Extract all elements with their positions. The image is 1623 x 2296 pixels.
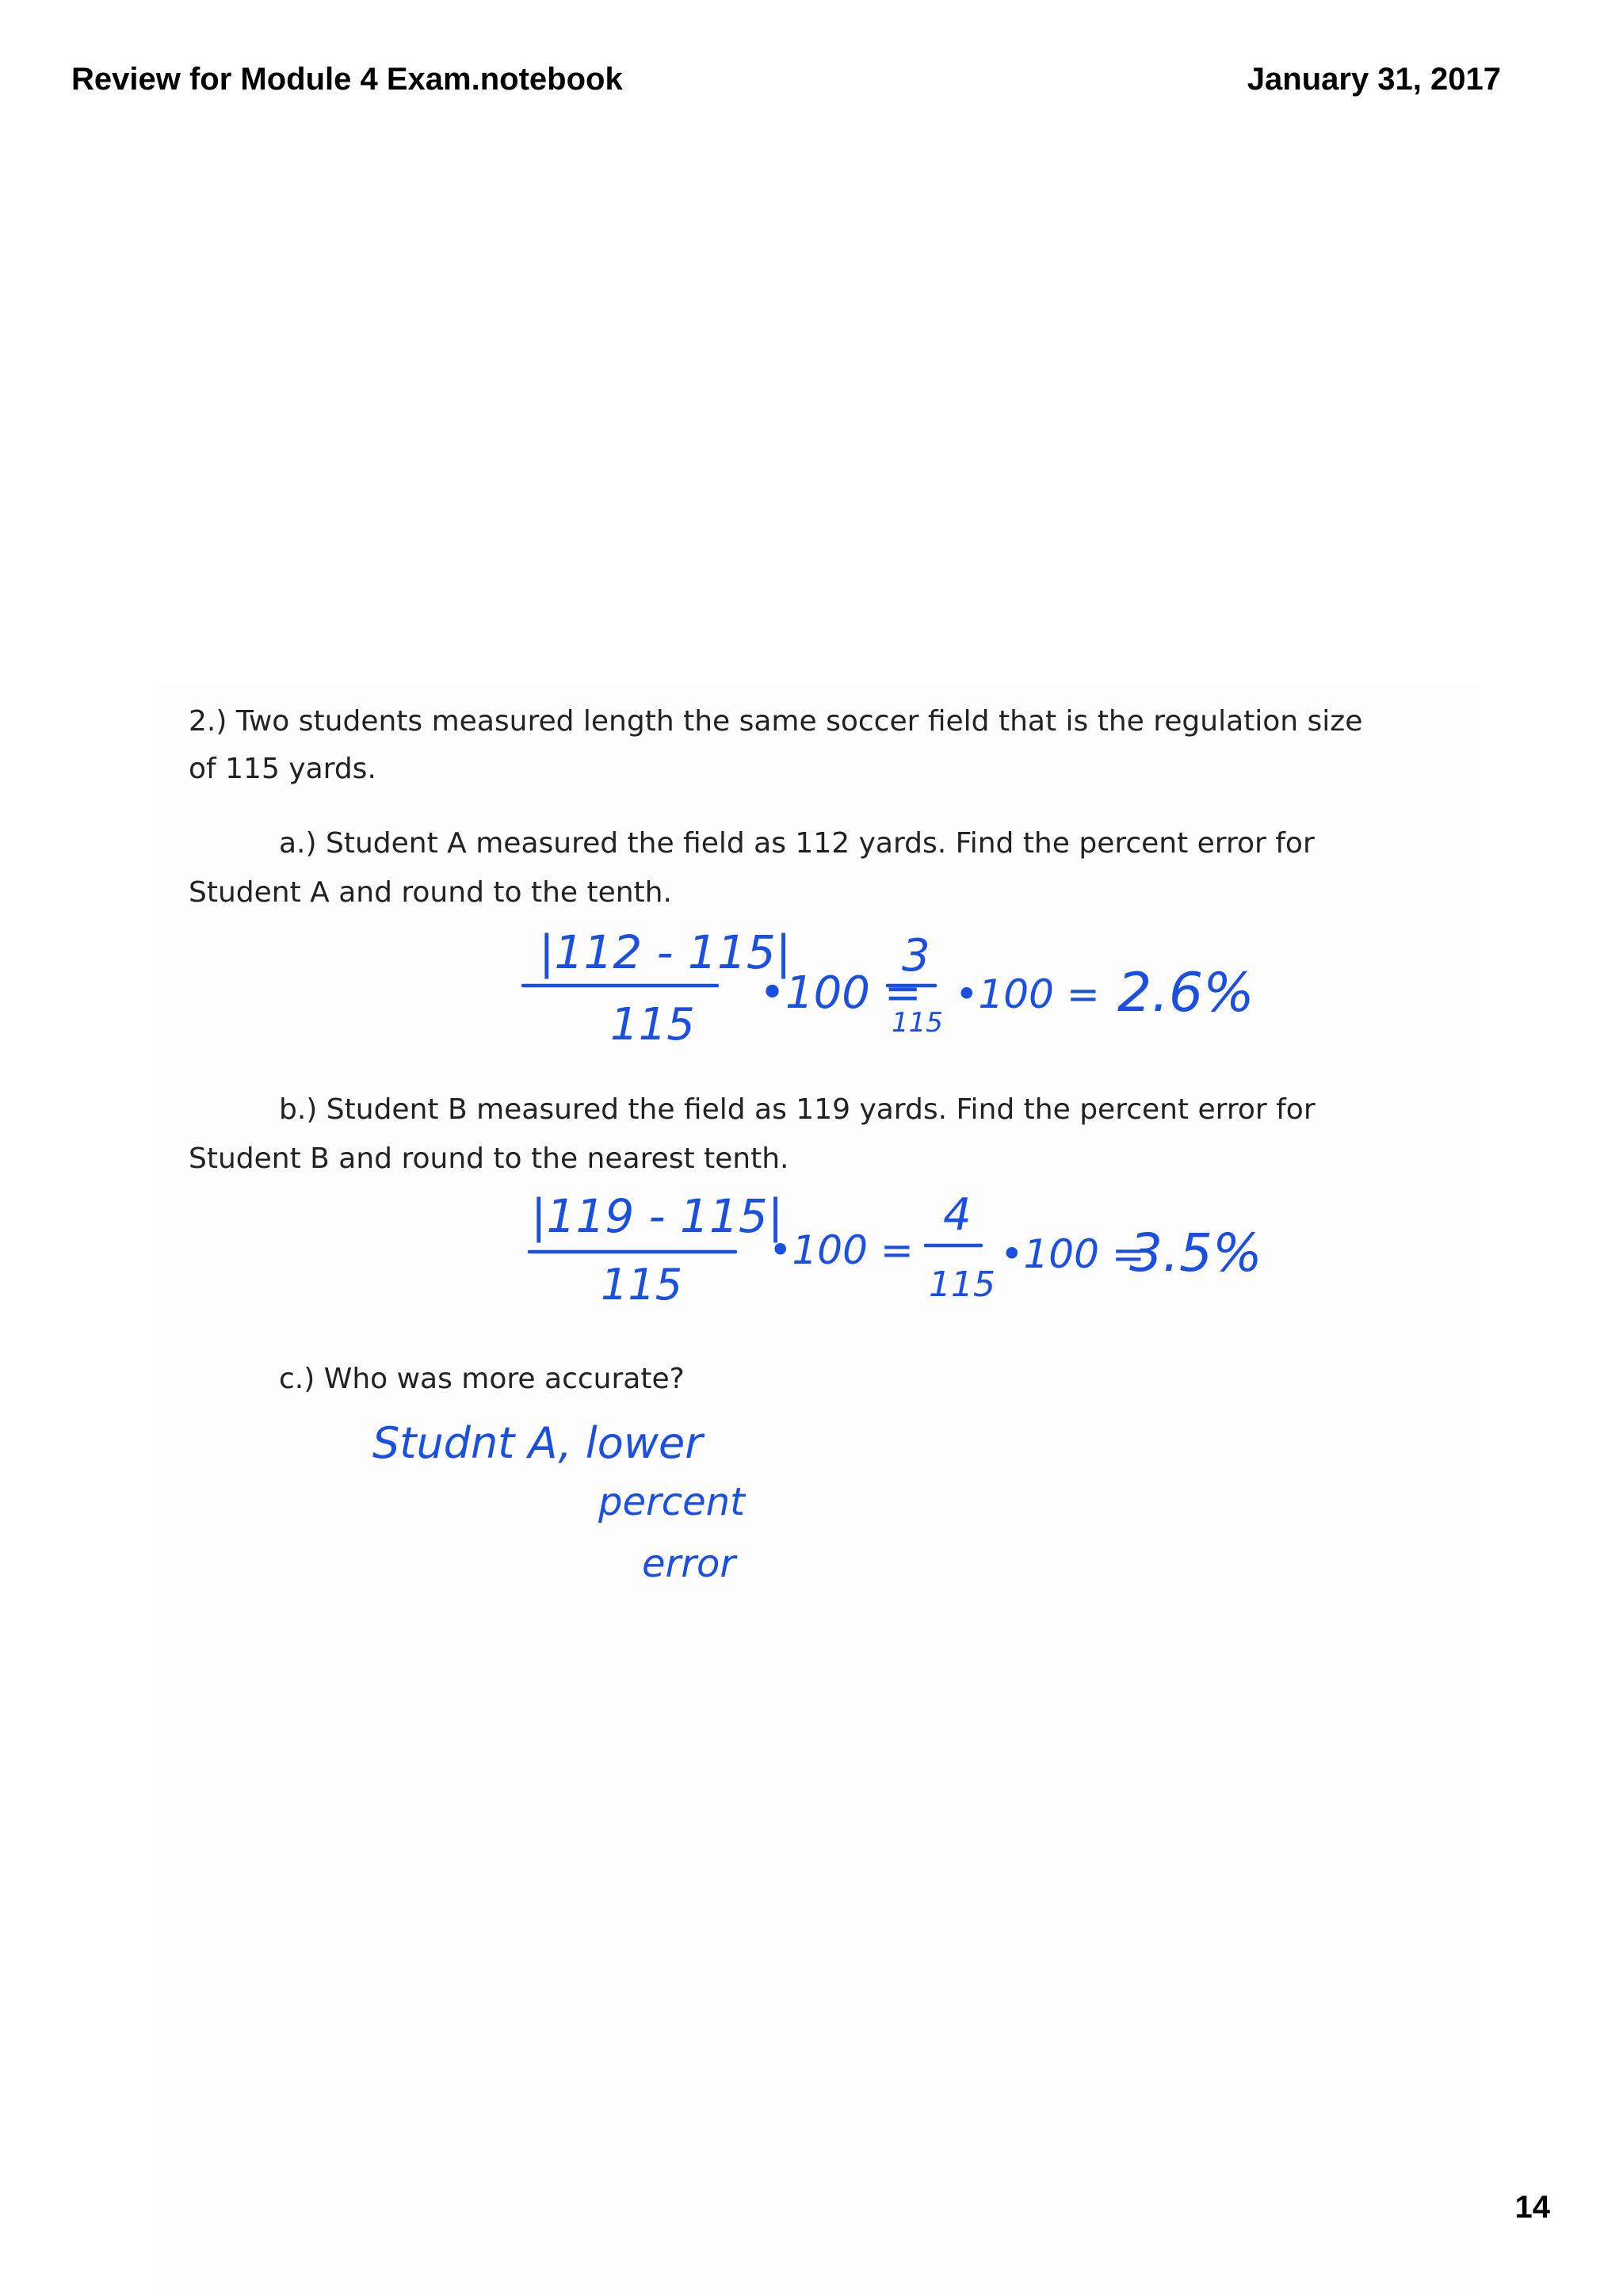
part-b-numerator: |119 - 115| (531, 1189, 784, 1243)
part-b-times2: •100 = (1000, 1231, 1145, 1277)
problem-intro-line1: 2.) Two students measured length the same soccer field that is the regulation size (189, 705, 1363, 738)
part-a-result: 2.6% (1117, 962, 1254, 1024)
part-c-answer (372, 1418, 747, 1586)
part-a-work (523, 925, 1254, 1051)
part-b-result: 3.5% (1129, 1222, 1262, 1283)
part-b-frac2-numerator: 4 (943, 1189, 972, 1241)
part-a-frac2-denominator: 115 (892, 1007, 943, 1039)
part-a-times2: •100 = (955, 971, 1100, 1017)
part-b-line2: Student B and round to the nearest tenth. (189, 1142, 789, 1175)
part-a-line1: a.) Student A measured the field as 112 yards. Find the percent error for (279, 827, 1315, 860)
part-a-denominator: 115 (610, 999, 695, 1051)
answer-line3: error (642, 1542, 736, 1586)
document-date: January 31, 2017 (1247, 62, 1501, 97)
part-a-frac2-numerator: 3 (902, 930, 930, 982)
page-number: 14 (1514, 2190, 1550, 2225)
part-a-numerator: |112 - 115| (539, 925, 792, 979)
part-b-work (529, 1189, 1262, 1310)
document-title: Review for Module 4 Exam.notebook (71, 62, 623, 97)
answer-line2: percent (598, 1480, 745, 1524)
part-a-line2: Student A and round to the tenth. (189, 876, 672, 909)
part-a-times: •100 = (759, 967, 922, 1019)
part-c-question: c.) Who was more accurate? (279, 1363, 685, 1395)
answer-line1: Studnt A, lower (372, 1418, 703, 1468)
part-b-line1: b.) Student B measured the field as 119 yards. Find the percent error for (279, 1093, 1316, 1126)
part-b-frac2-denominator: 115 (929, 1264, 995, 1305)
part-b-denominator: 115 (601, 1260, 683, 1310)
problem-intro-line2: of 115 yards. (189, 753, 376, 785)
part-b-times: •100 = (769, 1227, 914, 1273)
